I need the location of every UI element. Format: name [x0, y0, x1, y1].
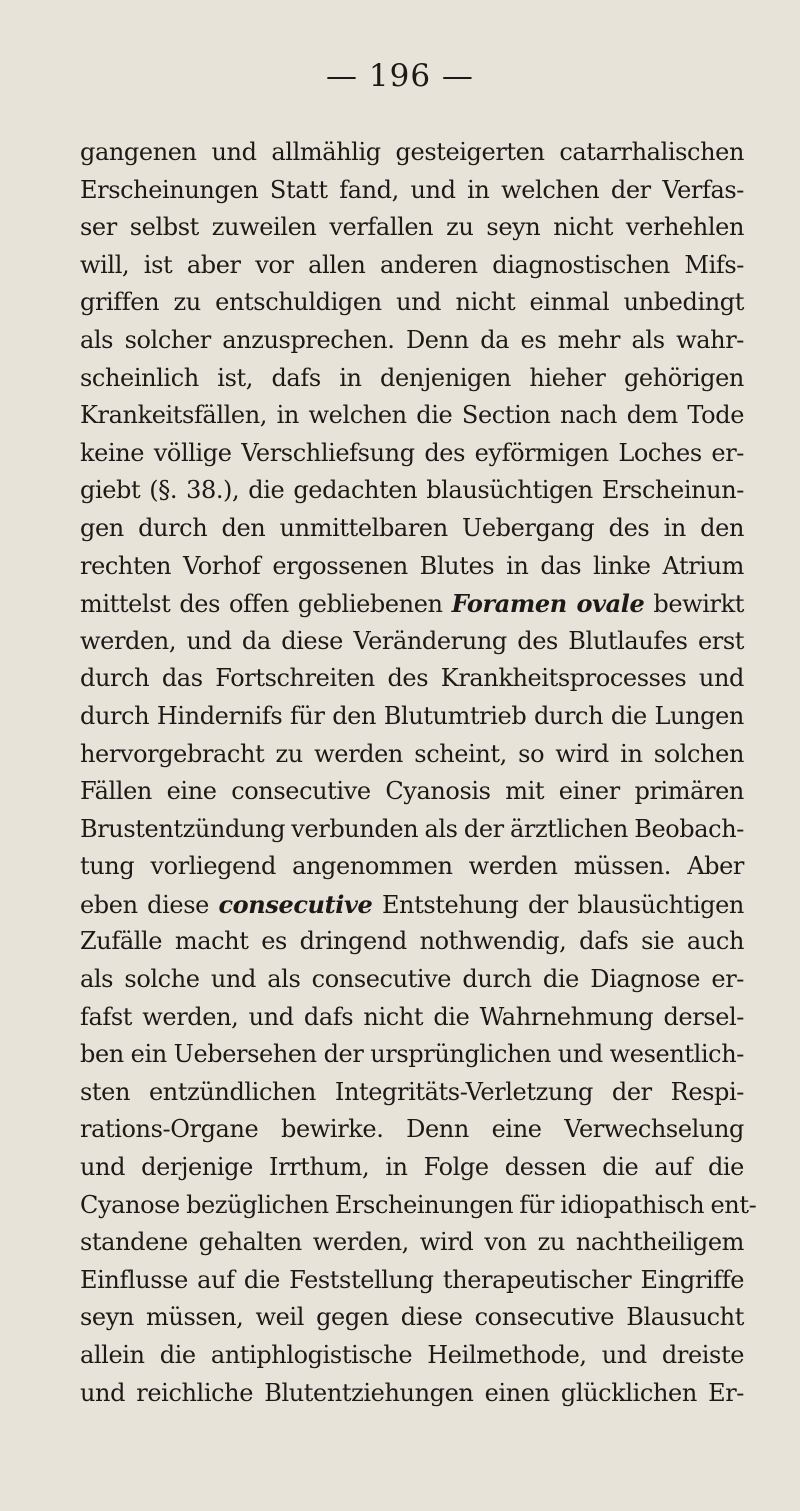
text-line [80, 397, 744, 435]
text-segment: hervorgebracht zu werden scheint, so wird in solchen [80, 739, 744, 768]
text-segment: Entstehung der blausüchtigen [372, 890, 744, 919]
text-line [80, 698, 744, 736]
text-line [80, 811, 744, 849]
text-segment: durch Hindernifs für den Blutumtrieb durch die Lungen [80, 701, 744, 730]
page-number: — 196 — [326, 58, 474, 94]
text-line [80, 585, 744, 623]
text-line [80, 886, 744, 924]
text-line [80, 773, 744, 811]
text-line [80, 284, 744, 322]
text-segment: gangenen und allmählig gesteigerten catarrhalischen [80, 138, 744, 166]
text-segment: Erscheinungen Statt fand, und in welchen der Verfas- [80, 175, 744, 204]
text-line [80, 961, 744, 999]
text-segment: Fällen eine consecutive Cyanosis mit einer primären [80, 777, 744, 806]
text-line [80, 360, 744, 398]
text-line [80, 510, 744, 548]
text-line [80, 660, 744, 698]
text-segment: und reichliche Blutentziehungen einen glücklichen Er- [80, 1378, 744, 1407]
text-line [80, 1074, 744, 1112]
text-segment: ser selbst zuweilen verfallen zu seyn nicht verhehlen [80, 213, 744, 242]
text-line [80, 172, 744, 210]
text-segment: fafst werden, und dafs nicht die Wahrnehmung dersel- [80, 1002, 744, 1031]
text-segment: bewirkt [644, 590, 745, 619]
emphasized-term: Foramen ovale [451, 589, 645, 619]
text-segment: rechten Vorhof ergossenen Blutes in das linke Atrium [80, 551, 744, 580]
text-segment: giebt (§. 38.), die gedachten blausüchtigen Erscheinun- [80, 476, 744, 505]
text-segment: will, ist aber vor allen anderen diagnostischen Mifs- [80, 250, 744, 279]
text-line [80, 435, 744, 473]
text-line [80, 1149, 744, 1187]
text-line [80, 322, 744, 360]
text-segment: gen durch den unmittelbaren Uebergang des in den [80, 513, 744, 542]
text-line [80, 472, 744, 510]
text-line [80, 848, 744, 886]
text-segment: Zufälle macht es dringend nothwendig, dafs sie auch [80, 927, 744, 956]
text-segment: seyn müssen, weil gegen diese consecutive Blausucht [80, 1303, 744, 1332]
text-line [80, 1111, 744, 1149]
text-line [80, 1337, 744, 1375]
text-segment: rations-Organe bewirke. Denn eine Verwechselung [80, 1115, 744, 1144]
text-line [80, 923, 744, 961]
text-line [80, 1036, 744, 1074]
text-line [80, 1375, 744, 1413]
text-line [80, 209, 744, 247]
text-line [80, 999, 744, 1037]
text-segment: Cyanose bezüglichen Erscheinungen für idiopathisch ent- [80, 1190, 757, 1219]
text-line [80, 623, 744, 661]
text-segment: griffen zu entschuldigen und nicht einmal unbedingt [80, 288, 744, 317]
text-line [80, 736, 744, 774]
text-line [80, 1299, 744, 1337]
text-segment: keine völlige Verschliefsung des eyförmigen Loches er- [80, 438, 744, 467]
text-segment: mittelst des offen gebliebenen [80, 590, 452, 619]
text-segment: eben diese [80, 890, 219, 919]
text-line [80, 1224, 744, 1262]
emphasized-term: consecutive [218, 889, 373, 919]
text-segment: werden, und da diese Veränderung des Blutlaufes erst [80, 626, 744, 655]
text-segment: tung vorliegend angenommen werden müssen. Aber [80, 852, 744, 881]
text-segment: als solche und als consecutive durch die Diagnose er- [80, 965, 744, 994]
text-segment: allein die antiphlogistische Heilmethode, und dreiste [80, 1341, 744, 1369]
text-segment: und derjenige Irrthum, in Folge dessen die auf die [80, 1153, 744, 1182]
text-line [80, 1187, 757, 1225]
text-line [80, 247, 744, 285]
text-line [80, 548, 744, 586]
text-line [80, 1262, 744, 1300]
text-segment: durch das Fortschreiten des Krankheitsprocesses und [80, 664, 744, 693]
text-segment: Krankeitsfällen, in welchen die Section nach dem Tode [80, 401, 744, 430]
body-text [80, 134, 757, 1412]
text-segment: ben ein Uebersehen der ursprünglichen und wesentlich- [80, 1040, 744, 1069]
text-segment: Brustentzündung verbunden als der ärztlichen Beobach- [80, 814, 744, 843]
text-segment: Einflusse auf die Feststellung therapeutischer Eingriffe [80, 1265, 744, 1294]
text-segment: als solcher anzusprechen. Denn da es mehr als wahr- [80, 325, 744, 354]
text-segment: scheinlich ist, dafs in denjenigen hieher gehörigen [80, 363, 744, 392]
text-segment: standene gehalten werden, wird von zu nachtheiligem [80, 1228, 744, 1257]
text-segment: sten entzündlichen Integritäts-Verletzung der Respi- [80, 1077, 744, 1106]
text-line [80, 134, 744, 172]
